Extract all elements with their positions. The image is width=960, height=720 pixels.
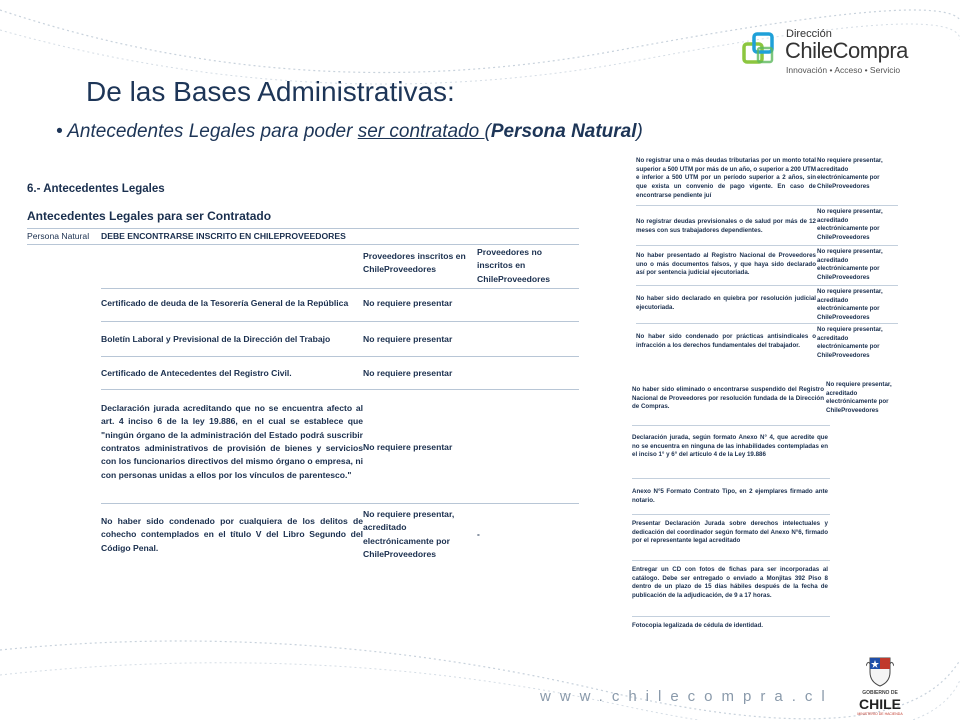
panel-divider: [632, 560, 830, 561]
table-cell-doc: Boletín Laboral y Previsional de la Dirección del Trabajo: [101, 334, 331, 344]
table-divider: [27, 244, 579, 245]
logo-brand-text: ChileCompra: [785, 38, 908, 63]
subtitle-bold-text: Persona Natural: [490, 121, 637, 142]
section-heading: 6.- Antecedentes Legales: [27, 183, 165, 195]
requirement-text: Entregar un CD con fotos de fichas para ser incorporadas al catálogo. Debe ser entregado o enviado a Monjitas 392 Piso 8 dentro de un plazo de 15 días hábiles después de la fecha de publicación de la adjudicación, de 9 a 17 horas.: [632, 566, 828, 600]
requirement-text: No registrar una o más deudas tributarias por un monto total superior a 500 UTM por más de un año, o superior a 200 UTM e inferior a 500 UTM por un período superior a 2 años, sin que exista un convenio de pago vigente. En caso de encontrarse pendiente juí: [636, 157, 816, 199]
requirements-panel-bottom: [632, 378, 904, 638]
requirement-status: No requiere presentar, acreditado electrónicamente por ChileProveedores: [826, 381, 892, 415]
panel-divider: [636, 245, 898, 246]
panel-divider: [632, 425, 830, 426]
panel-divider: [636, 285, 898, 286]
chilecompra-logo: [742, 24, 912, 78]
table-cell-inscritos: No requiere presentar, acreditado electrónicamente por ChileProveedores: [363, 509, 455, 559]
table-cell-no-inscritos: -: [477, 529, 480, 539]
table-cell-doc: Declaración jurada acreditando que no se encuentra afecto al art. 4 inciso 6 de la ley 19.886, en el cual se establece que "ningún órgano de la administración del Estado podrá suscribir contratos administrativos de provisión de bienes y servicios con los funcionarios directivos del mismo órgano o empresa, ni con personas unidas a ellos por los vínculos de parentesco.": [101, 403, 363, 480]
requirement-text: No registrar deudas previsionales o de salud por más de 12 meses con sus trabajadores dependientes.: [636, 218, 816, 234]
requirement-status: No requiere presentar, acreditado electrónicamente por ChileProveedores: [817, 248, 883, 282]
table-divider: [101, 288, 579, 289]
ministerio-label: MINISTERIO DE HACIENDA: [857, 712, 903, 716]
panel-divider: [632, 514, 830, 515]
table-cell-doc: No haber sido condenado por cualquiera de los delitos de cohecho contemplados en el título V del Libro Segundo del Código Penal.: [101, 516, 363, 553]
requirement-text: No haber sido eliminado o encontrarse suspendido del Registro Nacional de Proveedores por resolución fundada de la Dirección de Compras.: [632, 386, 824, 411]
table-cell-doc: Certificado de Antecedentes del Registro Civil.: [101, 368, 292, 378]
requirement-text: Declaración jurada, según formato Anexo N° 4, que acredite que no se encuentra en ninguna de las inhabilidades contempladas en el inciso 1° y 6° del artículo 4 de la Ley 19.886: [632, 434, 828, 459]
table-cell-inscritos: No requiere presentar: [363, 298, 453, 308]
table-heading: Antecedentes Legales para ser Contratado: [27, 209, 272, 223]
chilecompra-logo-icon: [742, 30, 782, 70]
table-divider: [101, 356, 579, 357]
requirement-text: No haber presentado al Registro Nacional de Proveedores uno o más documentos falsos, y que haya sido declarado así por sentencia judicial ejecutoriada.: [636, 252, 816, 277]
table-cell-inscritos: No requiere presentar: [363, 368, 453, 378]
slide-title: De las Bases Administrativas:: [86, 76, 455, 107]
requirement-text: Anexo N°5 Formato Contrato Tipo, en 2 ejemplares firmado ante notario.: [632, 488, 828, 504]
chile-label: CHILE: [859, 696, 901, 712]
requirements-panel-top: [636, 155, 898, 365]
panel-divider: [636, 205, 898, 206]
coat-of-arms-icon: [866, 654, 894, 688]
panel-divider: [636, 323, 898, 324]
table-divider: [27, 228, 579, 229]
subtitle-underlined-text: ser contratado: [357, 121, 485, 142]
slide-subtitle: [56, 121, 643, 143]
requirement-status: No requiere presentar, acreditado electrónicamente por ChileProveedores: [817, 157, 883, 191]
panel-divider: [632, 478, 830, 479]
table-cell-inscritos: No requiere presentar: [363, 334, 453, 344]
requirement-status: No requiere presentar, acreditado electrónicamente por ChileProveedores: [817, 326, 883, 360]
requirement-text: Fotocopia legalizada de cédula de identidad.: [632, 622, 763, 629]
requirement-status: No requiere presentar, acreditado electrónicamente por ChileProveedores: [817, 288, 883, 322]
subtitle-paren-close: ): [636, 121, 643, 142]
logo-tagline: Innovación • Acceso • Servicio: [786, 65, 901, 75]
logo-small-text: Dirección: [786, 28, 832, 40]
row-instruction: DEBE ENCONTRARSE INSCRITO EN CHILEPROVEEDORES: [101, 231, 346, 241]
requirement-status: No requiere presentar, acreditado electrónicamente por ChileProveedores: [817, 208, 883, 242]
bullet-glyph: •: [56, 121, 63, 142]
gobierno-de-chile-logo: [852, 652, 908, 716]
table-cell-doc: Certificado de deuda de la Tesorería General de la República: [101, 298, 349, 308]
table-divider: [101, 503, 579, 504]
gobierno-label: GOBIERNO DE: [862, 690, 898, 696]
requirement-text: Presentar Declaración Jurada sobre derechos intelectuales y dedicación del coordinador según formato del Anexo N°6, firmado por el representante legal acreditado: [632, 520, 828, 545]
table-divider: [101, 389, 579, 390]
requirement-text: No haber sido condenado por prácticas antisindicales o infracción a los derechos fundamentales del trabajador.: [636, 333, 816, 349]
table-divider: [101, 321, 579, 322]
subtitle-paren-open: (: [484, 121, 491, 142]
panel-divider: [632, 616, 830, 617]
column-header-inscritos: Proveedores inscritos en ChileProveedores: [363, 251, 466, 275]
requirement-text: No haber sido declarado en quiebra por resolución judicial ejecutoriada.: [636, 295, 816, 311]
subtitle-text: Antecedentes Legales para poder: [67, 121, 358, 142]
column-header-no-inscritos: Proveedores no inscritos en ChileProveedores: [477, 247, 551, 284]
table-cell-inscritos: No requiere presentar: [363, 442, 453, 452]
footer-url: www.chilecompra.cl: [540, 688, 834, 705]
row-label: Persona Natural: [27, 231, 90, 241]
